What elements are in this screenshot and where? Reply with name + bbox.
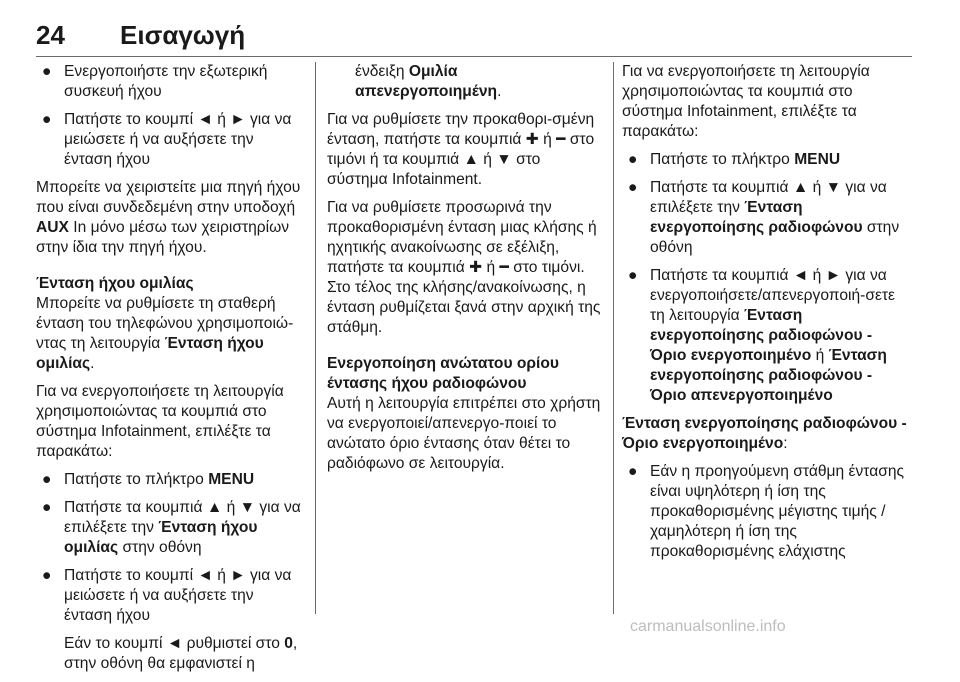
list-item: ● Πατήστε το κουμπί ◄ ή ► για να μειώσετε ή να αυξήσετε την ένταση ήχου bbox=[42, 111, 292, 168]
column-divider-1 bbox=[315, 62, 316, 614]
paragraph: Για να ενεργοποιήσετε τη λειτουργία χρησιμοποιώντας τα κουμπιά στο σύστημα Infotainment, επιλέξτε τα παρακάτω: bbox=[622, 63, 870, 140]
paragraph: Μπορείτε να ρυθμίσετε τη σταθερή ένταση του τηλεφώνου χρησιμοποιώ-ντας τη λειτουργία Ένταση ήχου ομιλίας. bbox=[36, 295, 294, 372]
paragraph: ένδειξη Ομιλία απενεργοποιημένη. bbox=[355, 63, 502, 100]
column-1 bbox=[36, 62, 302, 682]
list-item: ● Πατήστε τα κουμπιά ▲ ή ▼ για να επιλέξετε την Ένταση ενεργοποίησης ραδιοφώνου στην οθόνη bbox=[628, 179, 900, 256]
bullet-icon: ● bbox=[42, 499, 52, 516]
list-item: ● Πατήστε τα κουμπιά ◄ ή ► για να ενεργοποιήσετε/απενεργοποιή-σετε τη λειτουργία Ένταση ενεργοποίησης ραδιοφώνου - Όριο ενεργοποιημένο ή Ένταση ενεργοποίησης ραδιοφώνου - Όριο απενεργοποιημένο bbox=[628, 267, 896, 404]
paragraph: Για να ρυθμίσετε προσωρινά την προκαθορισμένη ένταση μιας κλήσης ή ηχητικής ανακοίνωσης σε εξέλιξη, πατήστε τα κουμπιά ✚ ή ━ στο τιμόνι. Στο τέλος της κλήσης/ανακοίνωσης, η ένταση ρυθμίζεται ξανά στην αρχική της στάθμη. bbox=[327, 199, 601, 336]
bullet-icon: ● bbox=[42, 567, 52, 584]
bullet-icon: ● bbox=[42, 111, 52, 128]
column-2 bbox=[327, 62, 603, 482]
paragraph: Εάν το κουμπί ◄ ρυθμιστεί στο 0, στην οθόνη θα εμφανιστεί η bbox=[64, 635, 298, 672]
paragraph: Για να ρυθμίσετε την προκαθορι-σμένη ένταση, πατήστε τα κουμπιά ✚ ή ━ στο τιμόνι ή τα κουμπιά ▲ ή ▼ στο σύστημα Infotainment. bbox=[327, 111, 595, 188]
bullet-icon: ● bbox=[628, 151, 638, 168]
list-item: ● Εάν η προηγούμενη στάθμη έντασης είναι υψηλότερη ή ίση της προκαθορισμένης μέγιστης τιμής / χαμηλότερη ή ίση της προκαθορισμένης ελάχιστης bbox=[628, 463, 905, 560]
column-3 bbox=[622, 62, 912, 570]
section-heading: Ενεργοποίηση ανώτατου ορίου έντασης ήχου ραδιοφώνου bbox=[327, 355, 559, 392]
list-item: ● Πατήστε το πλήκτρο MENU bbox=[42, 471, 255, 488]
paragraph: Για να ενεργοποιήσετε τη λειτουργία χρησιμοποιώντας τα κουμπιά στο σύστημα Infotainment, επιλέξτε τα παρακάτω: bbox=[36, 383, 284, 460]
bullet-icon: ● bbox=[628, 463, 638, 480]
bullet-icon: ● bbox=[628, 179, 638, 196]
list-item: ● Πατήστε το κουμπί ◄ ή ► για να μειώσετε ή να αυξήσετε την ένταση ήχου bbox=[42, 567, 292, 624]
paragraph: Αυτή η λειτουργία επιτρέπει στο χρήστη να ενεργοποιεί/απενεργο-ποιεί το ανώτατο όριο έντασης όταν θέτει το ραδιόφωνο σε λειτουργία. bbox=[327, 395, 601, 472]
header-rule bbox=[36, 56, 912, 57]
section-heading: Ένταση ήχου ομιλίας bbox=[36, 275, 194, 292]
list-item: ● Πατήστε το πλήκτρο MENU bbox=[628, 151, 841, 168]
page-number: 24 bbox=[36, 20, 65, 50]
paragraph: Μπορείτε να χειριστείτε μια πηγή ήχου που είναι συνδεδεμένη στην υποδοχή AUX In μόνο μέσω των χειριστηρίων στην ίδια την πηγή ήχου. bbox=[36, 179, 301, 256]
bullet-icon: ● bbox=[42, 63, 52, 80]
page-header bbox=[36, 20, 912, 54]
list-item: ● Πατήστε τα κουμπιά ▲ ή ▼ για να επιλέξετε την Ένταση ήχου ομιλίας στην οθόνη bbox=[42, 499, 301, 556]
bullet-icon: ● bbox=[628, 267, 638, 284]
column-divider-2 bbox=[613, 62, 614, 614]
page-title: Εισαγωγή bbox=[120, 20, 246, 50]
section-heading: Ένταση ενεργοποίησης ραδιοφώνου - Όριο ενεργοποιημένο: bbox=[622, 415, 907, 452]
list-item: ● Ενεργοποιήστε την εξωτερική συσκευή ήχου bbox=[42, 63, 268, 100]
bullet-icon: ● bbox=[42, 471, 52, 488]
watermark: carmanualsonline.info bbox=[630, 618, 786, 635]
